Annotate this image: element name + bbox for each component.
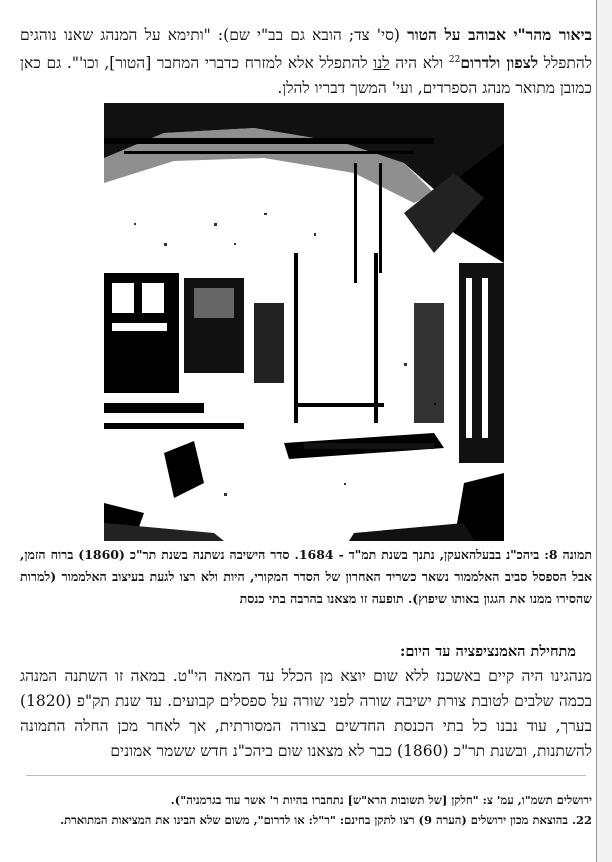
intro-emphasis-bold: לצפון ולדרום [460, 53, 539, 73]
page-edge [597, 0, 612, 862]
intro-text-1: (סי' צד; הובא גם בב"י שם): "ותימא על המנהג שאנו נוהגים להתפלל [20, 26, 593, 73]
intro-source-bold: ביאור מהר"י אבוהב על הטור [407, 25, 592, 44]
synagogue-photo [104, 103, 504, 541]
figure-caption: תמונה 8: ביהכ"נ בבעלהאעקן, נתנך בשנת תמ"ד - 1684. סדר הישיבה נשתנה בשנת תר"כ (1860) ברוח הזמן, אבל הספסל סביב האלממור נשאר כשריד האחרון של הסדר המקורי, היות ולא רצו לגעת בעיצוב האלממור (למרות שהסירו ממנו את הגגון באותו שיפוץ). תופעה זו מצאנו בהרבה בתי כנסת [20, 547, 592, 606]
footnote-continuation: ירושלים תשמ"ו, עמ' צ: "חלקן [של תשובות הרא"ש] נתחברו בהיות ר' אשר עוד בגרמניה"). [170, 793, 592, 807]
intro-paragraph [20, 22, 592, 101]
footnote-22: 22. בהוצאת מכון ירושלים (הערה 9) רצו לתקן בחינם: "ר"ל: או לדרום", משום שלא הבינו את המציאות המתוארת. [60, 813, 592, 827]
intro-text-3: להתפלל אלא למזרח כדברי המחבר [הטור], וכו'". גם כאן כמובן מתואר מנהג הספרדים, ועי' המשך דבריו להלן. [20, 54, 592, 98]
footnote-divider [26, 775, 586, 776]
footnote-ref-22[interactable]: 22 [448, 55, 461, 65]
body-paragraph: מנהגינו היה קיים באשכנז ללא שום יוצא מן הכלל עד המאה הי"ט. במאה זו השתנה המנהג בכמה שלבים לטובת צורת ישיבה שורה לפני שורה על ספסלים קבועים. עד שנת תק"פ (1820) בערך, עוד נבנו כל בתי הכנסת החדשים בצורה המסורתית, אך לאחר מכן החלה התמונה להשתנות, ובשנת תר"כ (1860) כבר לא מצאנו שום ביהכ"נ חדש ששמר אמונים [20, 667, 592, 760]
intro-underlined-word: לנו [373, 54, 390, 73]
section-heading: מתחילת האמנציפציה עד היום: [399, 643, 576, 660]
intro-text-2: ולא היה [389, 54, 449, 73]
